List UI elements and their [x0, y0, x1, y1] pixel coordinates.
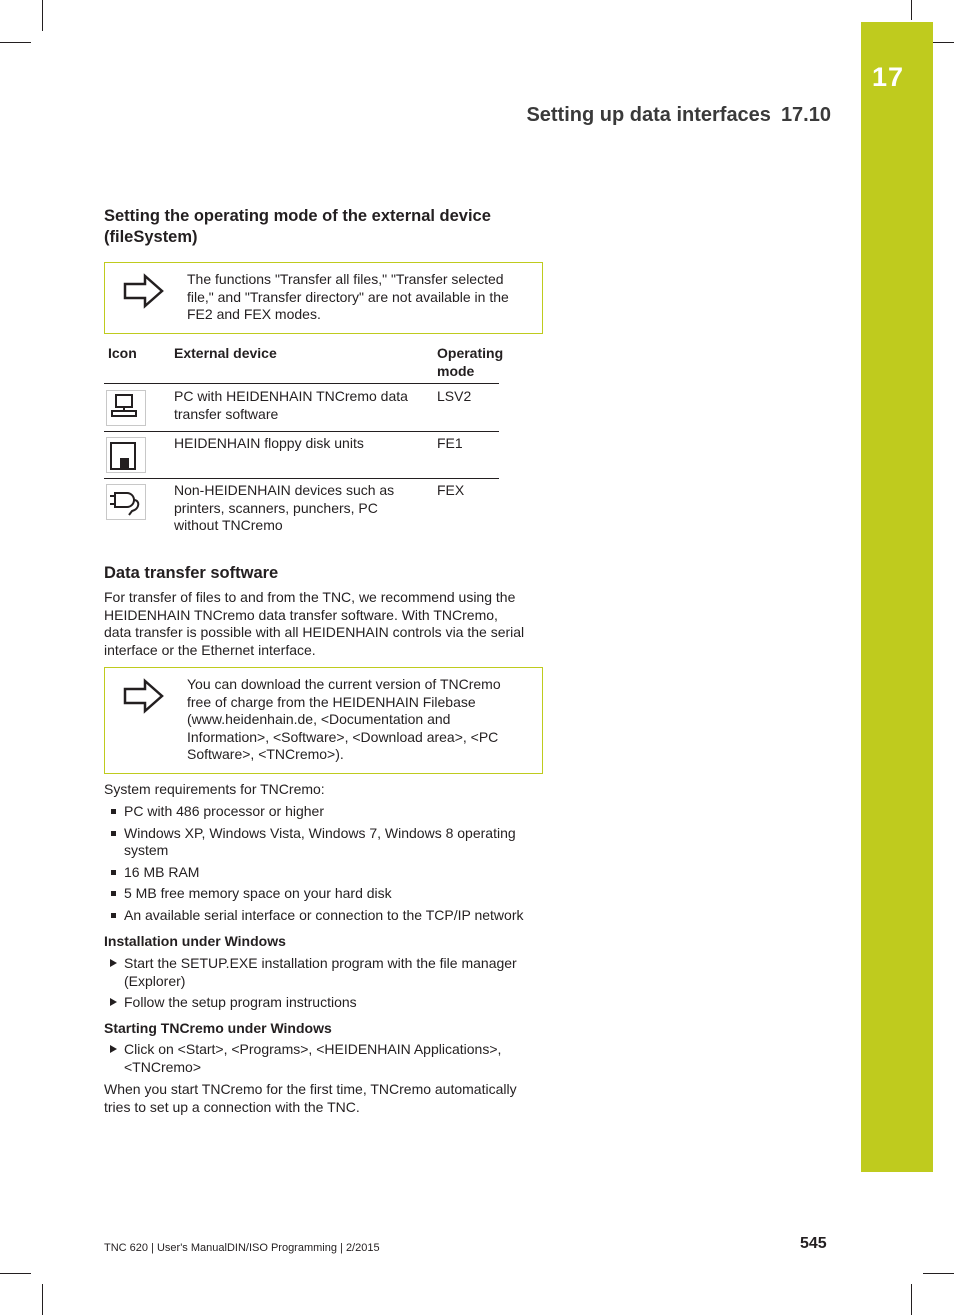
table-row-icon — [106, 437, 146, 473]
subheading-installation: Installation under Windows — [104, 933, 286, 949]
table-cell-mode: FEX — [437, 482, 465, 498]
header-title: Setting up data interfaces — [526, 104, 771, 126]
list-item: An available serial interface or connection to the TCP/IP network — [104, 907, 549, 925]
note-box — [104, 667, 543, 774]
crop-mark — [923, 1273, 954, 1274]
paragraph: For transfer of files to and from the TNC, we recommend using the HEIDENHAIN TNCremo data transfer software. With TNCremo, data transfer is possible with all HEIDENHAIN controls via the serial interface or the Ethernet interface. — [104, 589, 525, 658]
crop-mark — [42, 0, 43, 31]
subheading-starting: Starting TNCremo under Windows — [104, 1020, 332, 1036]
plug-icon — [107, 485, 145, 519]
table-cell-device: HEIDENHAIN floppy disk units — [174, 435, 364, 451]
start-steps — [104, 1041, 549, 1080]
footer-text: TNC 620 | User's ManualDIN/ISO Programming | 2/2015 — [104, 1242, 380, 1254]
table-header-device: External device — [174, 345, 277, 361]
install-steps — [104, 955, 549, 1016]
table-header-mode: Operating mode — [437, 345, 504, 379]
list-item: 16 MB RAM — [104, 864, 549, 882]
list-item: 5 MB free memory space on your hard disk — [104, 885, 549, 903]
table-row-icon — [106, 484, 146, 520]
table-divider — [104, 478, 499, 479]
running-header — [526, 104, 831, 127]
crop-mark — [911, 0, 912, 20]
list-item: Start the SETUP.EXE installation program with the file manager (Explorer) — [104, 955, 549, 990]
table-divider — [104, 383, 499, 384]
arrow-right-icon — [123, 678, 165, 714]
section-heading-data-transfer: Data transfer software — [104, 564, 279, 582]
chapter-tab — [861, 22, 933, 1172]
crop-mark — [42, 1284, 43, 1315]
table-cell-mode: FE1 — [437, 435, 463, 451]
table-header-icon: Icon — [108, 345, 137, 361]
table-cell-device: Non-HEIDENHAIN devices such as printers, scanners, punchers, PC without TNCremo — [174, 482, 395, 534]
table-cell-mode: LSV2 — [437, 388, 472, 404]
list-item: Click on <Start>, <Programs>, <HEIDENHAIN Applications>, <TNCremo> — [104, 1041, 549, 1076]
header-section: 17.10 — [780, 104, 831, 126]
crop-mark — [0, 1273, 31, 1274]
section-heading-filesystem: Setting the operating mode of the external device (fileSystem) — [104, 207, 491, 246]
table-cell-device: PC with HEIDENHAIN TNCremo data transfer software — [174, 388, 408, 422]
requirements-list — [104, 803, 549, 929]
note-text: You can download the current version of TNCremo free of charge from the HEIDENHAIN Filebase (www.heidenhain.de, <Documentation and Information>, <Software>, <Download area>, <PC Software>, <TNCremo>). — [187, 676, 501, 763]
crop-mark — [911, 1284, 912, 1315]
arrow-right-icon — [123, 273, 165, 309]
floppy-disk-icon — [107, 438, 145, 472]
note-text: The functions "Transfer all files," "Transfer selected file," and "Transfer directory" are not available in the FE2 and FEX modes. — [187, 271, 509, 323]
chapter-number: 17 — [872, 62, 905, 92]
list-item: Follow the setup program instructions — [104, 994, 549, 1012]
pc-icon — [107, 391, 145, 425]
list-item: Windows XP, Windows Vista, Windows 7, Windows 8 operating system — [104, 825, 549, 860]
page-number: 545 — [800, 1235, 827, 1252]
note-box — [104, 262, 543, 334]
table-row-icon — [106, 390, 146, 426]
list-item: PC with 486 processor or higher — [104, 803, 549, 821]
table-divider — [104, 431, 499, 432]
crop-mark — [0, 42, 31, 43]
requirements-intro: System requirements for TNCremo: — [104, 781, 325, 797]
paragraph: When you start TNCremo for the first time, TNCremo automatically tries to set up a connection with the TNC. — [104, 1081, 517, 1115]
